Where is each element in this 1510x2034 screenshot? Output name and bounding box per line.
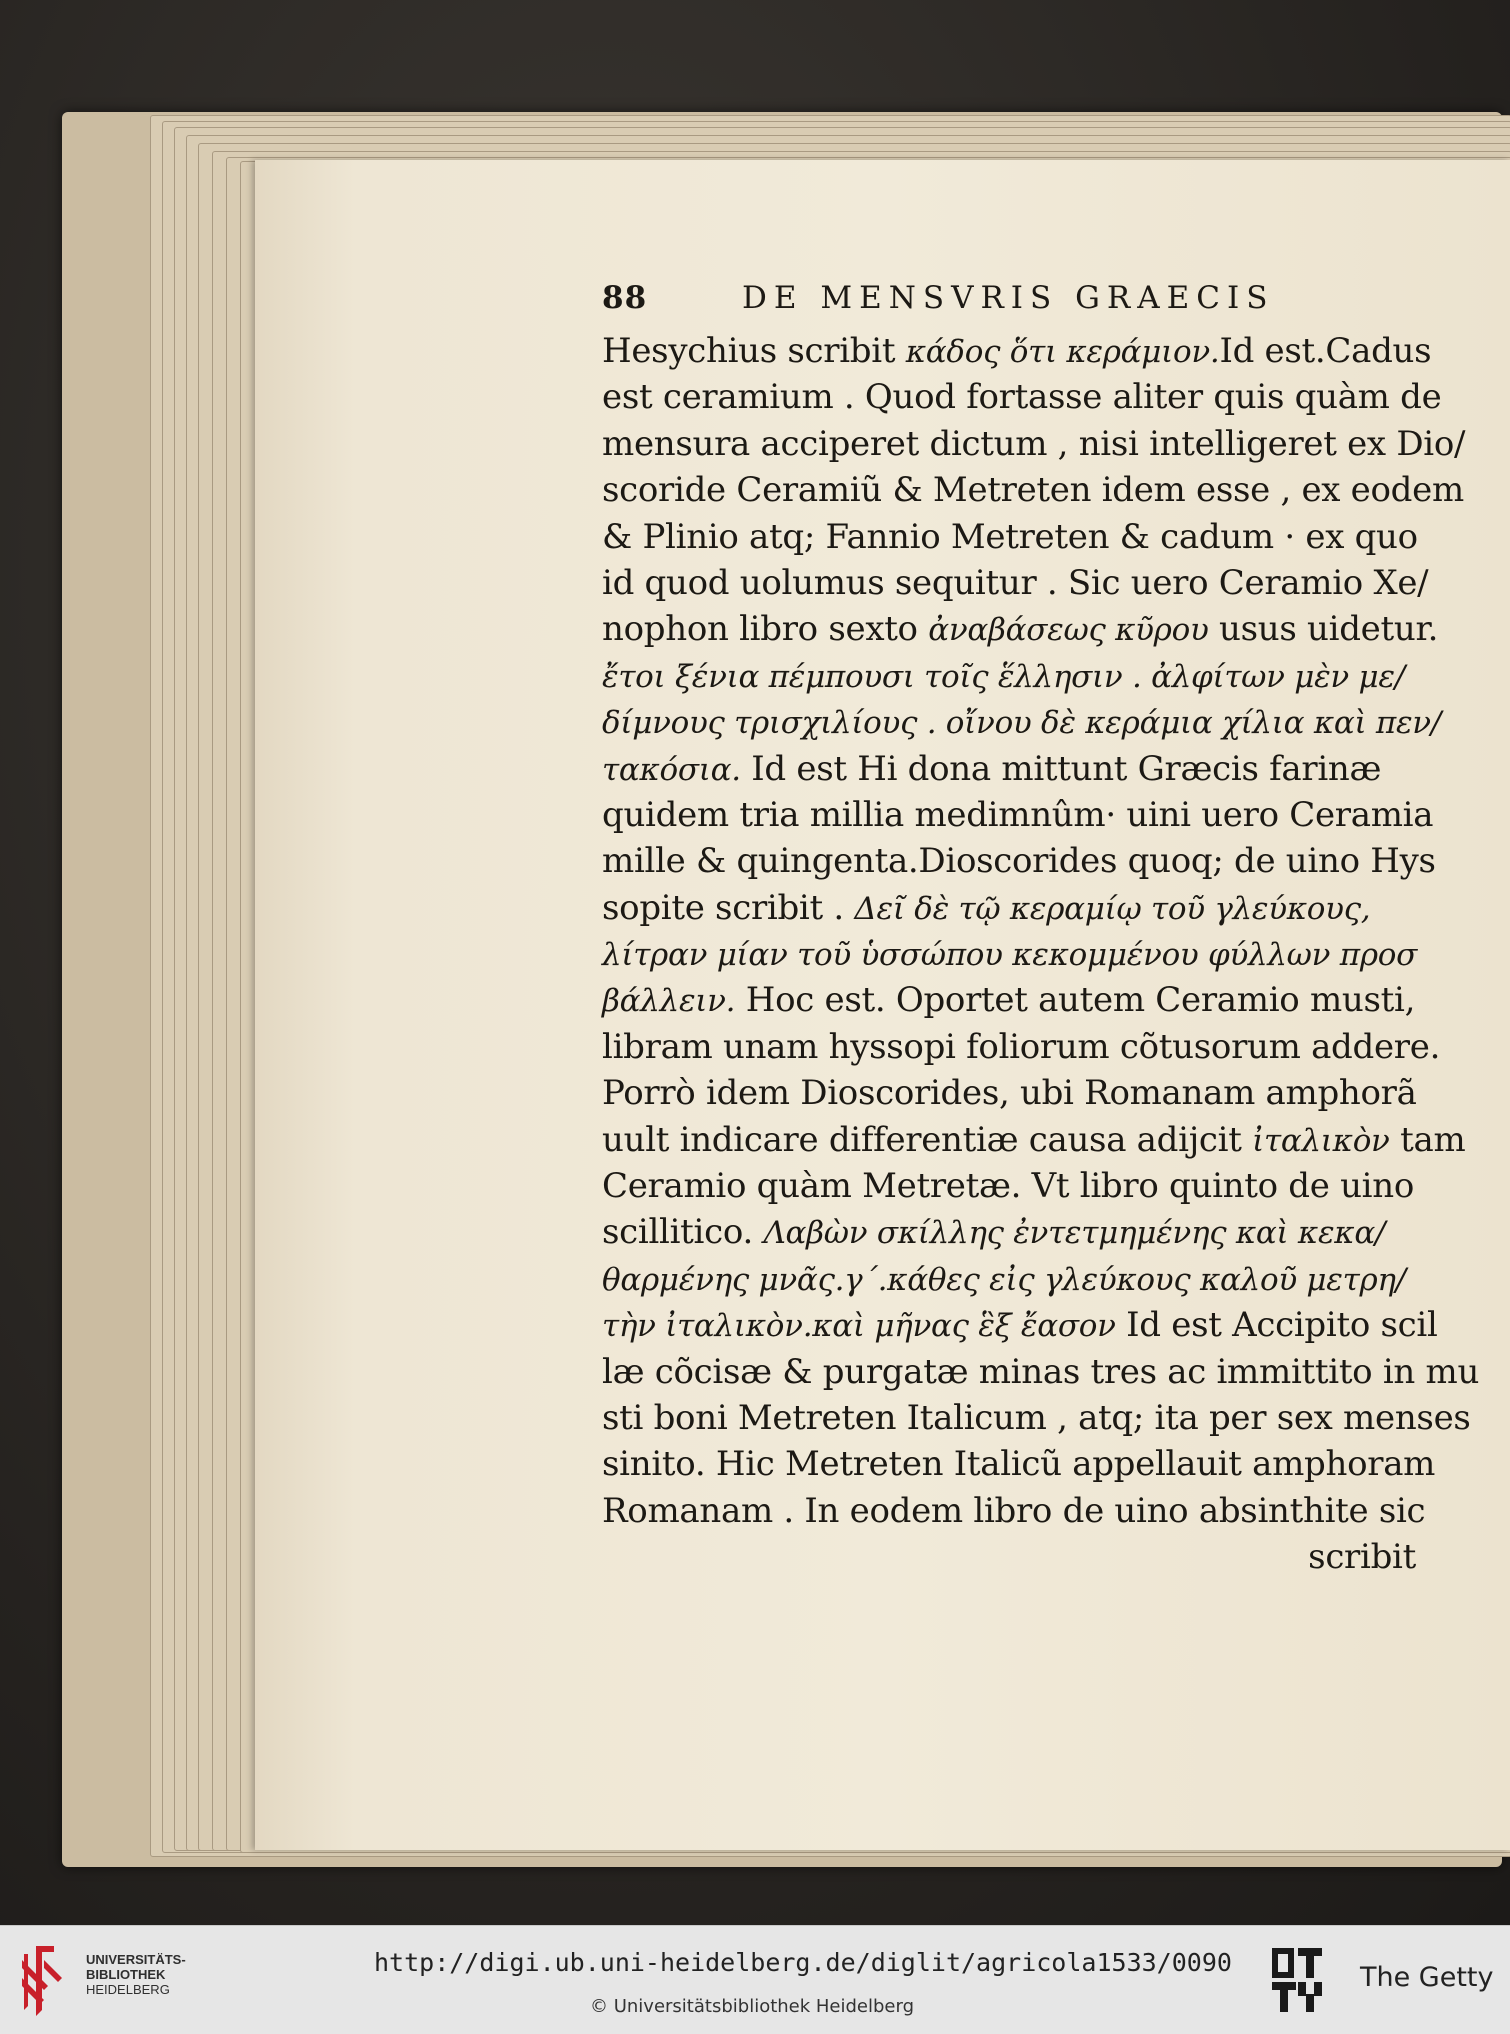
library-name-line: HEIDELBERG: [86, 1982, 170, 1997]
latin-text: id quod uolumus sequitur . Sic uero Ceramio Xe/: [602, 562, 1429, 603]
text-block: [602, 280, 1480, 1581]
text-line: [602, 1209, 1422, 1255]
text-line: [602, 1070, 1422, 1116]
text-line: [602, 699, 1441, 745]
page-number: 88: [602, 280, 648, 316]
greek-text: δίμνους τρισχιλίους . οἴνου δὲ κεράμια χίλια καὶ πεν/: [602, 705, 1441, 742]
latin-text: mensura acciperet dictum , nisi intelligeret ex Dio/: [602, 423, 1466, 464]
library-name-line: UNIVERSITÄTS-: [86, 1952, 186, 1967]
greek-text: Λαβὼν σκίλλης ἐντετμημένης καὶ κεκα/: [763, 1215, 1386, 1252]
latin-text: usus uidetur.: [1208, 609, 1439, 650]
text-line: [602, 560, 1429, 606]
latin-text: mille & quingenta.Dioscorides quoq; de uino Hys: [602, 841, 1436, 882]
text-line: [602, 977, 1422, 1023]
text-line: [602, 1349, 1480, 1395]
text-line: [602, 467, 1464, 513]
text-line: [602, 792, 1434, 838]
text-line: [602, 421, 1466, 467]
text-line: [602, 653, 1422, 699]
text-line: [602, 1441, 1436, 1487]
latin-text: est ceramium . Quod fortasse aliter quis quàm de: [602, 377, 1442, 418]
latin-text: sopite scribit .: [602, 887, 855, 928]
text-line: [602, 931, 1422, 977]
latin-text: sinito. Hic Metreten Italicũ appellauit amphoram: [602, 1444, 1436, 1485]
text-line: [602, 328, 1432, 374]
greek-text: τὴν ἰταλικὸν.καὶ μῆνας ἓξ ἔασον: [602, 1308, 1116, 1345]
partner-name: The Getty: [1360, 1962, 1494, 1993]
text-line: [602, 1117, 1466, 1163]
catchword: scribit: [1308, 1537, 1416, 1578]
latin-text: Id est Hi dona mittunt Græcis farinæ: [740, 748, 1382, 789]
text-line: [602, 1256, 1422, 1302]
greek-text: βάλλειν.: [602, 983, 736, 1020]
text-line: [602, 1163, 1422, 1209]
text-line: [602, 606, 1439, 652]
latin-text: sti boni Metreten Italicum , atq; ita per sex menses: [602, 1397, 1471, 1438]
text-line: [602, 1024, 1441, 1070]
latin-text: Porrò idem Dioscorides, ubi Romanam amphorã: [602, 1073, 1417, 1114]
latin-text: Romanam . In eodem libro de uino absinthite sic: [602, 1490, 1426, 1531]
latin-text: Id est Accipito scil: [1115, 1305, 1438, 1346]
copyright-notice: © Universitätsbibliothek Heidelberg: [590, 1996, 915, 2017]
getty-logo-icon: [1270, 1946, 1324, 2014]
text-line: [602, 514, 1422, 560]
latin-text: nophon libro sexto: [602, 609, 929, 650]
greek-text: ἰταλικὸν: [1252, 1122, 1390, 1159]
latin-text: uult indicare differentiæ causa adijcit: [602, 1119, 1253, 1160]
text-line: [602, 746, 1422, 792]
text-line: [602, 885, 1422, 931]
latin-text: Hoc est. Oportet autem Ceramio musti,: [735, 980, 1416, 1021]
library-name-line: BIBLIOTHEK: [86, 1967, 166, 1982]
text-line: [602, 374, 1442, 420]
latin-text: libram unam hyssopi foliorum cõtusorum addere.: [602, 1026, 1441, 1067]
text-line: [602, 1395, 1471, 1441]
greek-text: κάδος ὅτι κεράμιον.: [905, 334, 1220, 370]
greek-text: θαρμένης μνᾶς.γ΄.κάθες εἰς γλεύκους καλοῦ μετρη/: [602, 1261, 1406, 1298]
running-head: [602, 280, 1422, 328]
latin-text: scoride Ceramiũ & Metreten idem esse , ex eodem: [602, 470, 1464, 511]
text-line: [602, 1488, 1426, 1534]
greek-text: τακόσια.: [602, 751, 741, 788]
greek-text: ἀναβάσεως κῦρου: [928, 612, 1209, 649]
greek-text: λίτραν μίαν τοῦ ὑσσώπου κεκομμένου φύλλων προσ: [602, 937, 1417, 974]
permalink-url[interactable]: http://digi.ub.uni-heidelberg.de/diglit/agricola1533/0090: [374, 1948, 1232, 1977]
university-library-logo-icon: [14, 1940, 78, 2020]
latin-text: tam: [1389, 1119, 1466, 1160]
library-name: [86, 1952, 186, 1997]
latin-text: scillitico.: [602, 1212, 764, 1253]
latin-text: læ cõcisæ & purgatæ minas tres ac immittito in mu: [602, 1351, 1480, 1392]
latin-text: quidem tria millia medimnûm· uini uero Ceramia: [602, 794, 1434, 835]
page-title: DE MENSVRIS GRAECIS: [742, 280, 1275, 316]
latin-text: Ceramio quàm Metretæ. Vt libro quinto de uino: [602, 1166, 1415, 1207]
greek-text: ἔτοι ξένια πέμπουσι τοῖς ἕλλησιν . ἀλφίτων μὲν με/: [602, 658, 1405, 695]
latin-text: Hesychius scribit: [602, 331, 906, 371]
body-text: [602, 328, 1480, 1534]
text-line: [602, 838, 1436, 884]
latin-text: & Plinio atq; Fannio Metreten & cadum · ex quo: [602, 516, 1418, 557]
greek-text: Δεῖ δὲ τῷ κεραμίῳ τοῦ γλεύκους,: [854, 890, 1371, 927]
latin-text: Id est.Cadus: [1219, 331, 1432, 371]
footer-bar: [0, 1925, 1510, 2034]
text-line: [602, 1302, 1438, 1348]
